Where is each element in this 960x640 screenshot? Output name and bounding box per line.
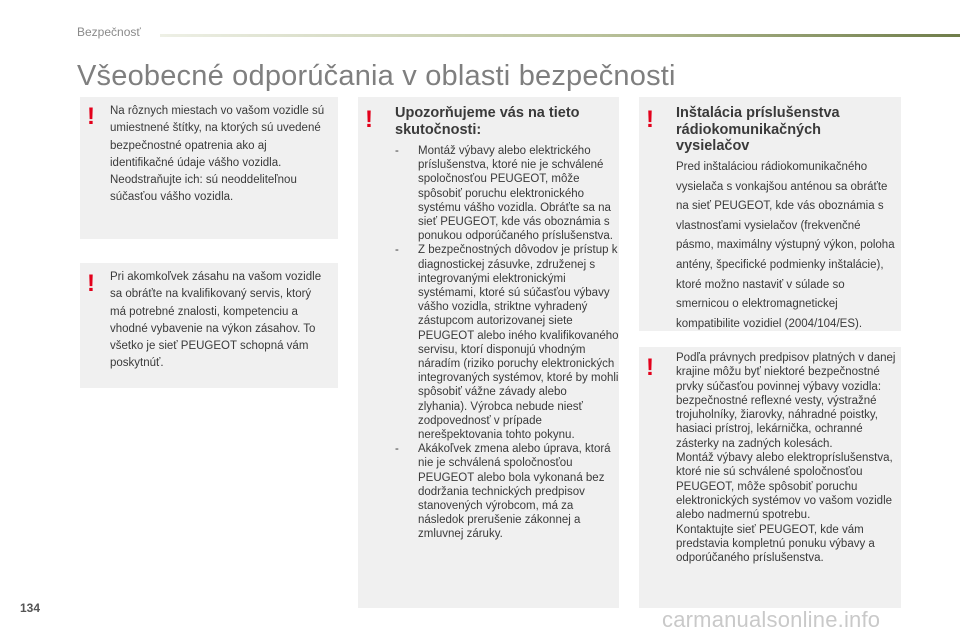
section-label: Bezpečnosť xyxy=(77,25,141,39)
list-dash: - xyxy=(395,244,399,257)
labels-note-text: Na rôznych miestach vo vašom vozidle sú umiestnené štítky, na ktorých sú uvedené bezpečnostné opatrenia ako aj identifikačné údaje vášho vozidla. Neodstraňujte ich: sú neoddeliteľnou súčasťou vášho vozidla. xyxy=(110,105,325,204)
list-dash: - xyxy=(395,145,399,157)
warning-list xyxy=(395,144,619,542)
watermark: carmanualsonline.info xyxy=(662,607,881,632)
exclamation-mark-icon: ! xyxy=(365,106,373,133)
exclamation-mark-icon: ! xyxy=(646,354,654,381)
radio-equipment-box xyxy=(639,97,901,331)
list-item-text: Z bezpečnostných dôvodov je prístup k diagnostickej zásuvke, združenej s integrovanými elektronickými systémami, ktoré sú súčasťou výbavy vášho vozidla, striktne vyhradený zástupcom autorizovanej siete PEUGEOT alebo iného kvalifikovaného servisu, ktorí disponujú vhodným náradím (riziko poruchy elektronických integrovaných systémov, ktoré by mohli spôsobiť vážne závady alebo zlyhania). Výrobca nebude niesť zodpovednosť v prípade nerešpektovania tohto pokynu. xyxy=(418,244,619,442)
radio-equipment-text: Pred inštaláciou rádiokomunikačného vysielača s vonkajšou anténou sa obráťte na sieť PEUGEOT, kde vás oboznámia s vlastnosťami vysielačov (frekvenčné pásmo, maximálny výstupný výkon, poloha antény, špecifické podmienky inštalácie), ktoré možno nastaviť v súlade so smernicou o elektromagnetickej kompatibilite vozidiel (2004/104/ES). xyxy=(676,161,895,330)
exclamation-mark-icon: ! xyxy=(87,270,95,297)
legal-accessories-paragraph: Montáž výbavy alebo elektropríslušenstva, ktoré nie sú schválené spoločnosťou PEUGEOT, môže spôsobiť poruchu elektronických systémov vo vašom vozidle alebo nadmernú spotrebu. xyxy=(676,452,893,522)
service-note-text: Pri akomkoľvek zásahu na vašom vozidle sa obráťte na kvalifikovaný servis, ktorý má potrebné znalosti, kompetenciu a vhodné vybavenie na výkon zásahov. To všetko je sieť PEUGEOT schopná vám poskytnúť. xyxy=(110,271,322,370)
list-item xyxy=(395,144,619,243)
page-title: Všeobecné odporúčania v oblasti bezpečnosti xyxy=(77,60,676,92)
legal-requirements-box xyxy=(639,347,901,608)
list-item-text: Montáž výbavy alebo elektrického príslušenstva, ktoré nie je schválené spoločnosťou PEUGEOT, môže spôsobiť poruchu elektronického systému vášho vozidla. Obráťte sa na sieť PEUGEOT, kde vás oboznámia s ponukou odporúčaného príslušenstva. xyxy=(418,145,614,243)
service-note-box xyxy=(80,263,338,388)
header-rule xyxy=(160,34,960,37)
legal-requirements-paragraph: Podľa právnych predpisov platných v danej krajine môžu byť niektoré bezpečnostné prvky súčasťou povinnej výbavy vozidla: bezpečnostné reflexné vesty, výstražné trojuholníky, žiarovky, náhradné poistky, hasiaci prístroj, lekárnička, ochranné zásterky na zadných kolesách. xyxy=(676,352,896,450)
exclamation-mark-icon: ! xyxy=(87,103,95,130)
list-item xyxy=(395,442,619,541)
legal-contact-paragraph: Kontaktujte sieť PEUGEOT, kde vám predstavia kompletnú ponuku výbavy a odporúčaného príslušenstva. xyxy=(676,523,875,565)
page-number: 134 xyxy=(20,601,41,615)
radio-equipment-heading: Inštalácia príslušenstva rádiokomunikačných vysielačov xyxy=(676,105,840,154)
warning-heading: Upozorňujeme vás na tieto skutočnosti: xyxy=(395,105,580,138)
list-item-text: Akákoľvek zmena alebo úprava, ktorá nie je schválená spoločnosťou PEUGEOT alebo bola vykonaná bez dodržania technických predpisov stanovených výrobcom, má za následok prerušenie zákonnej a zmluvnej záruky. xyxy=(418,443,611,541)
labels-note-box xyxy=(80,97,338,239)
list-item xyxy=(395,243,619,442)
warning-box xyxy=(358,97,619,608)
exclamation-mark-icon: ! xyxy=(646,106,654,133)
list-dash: - xyxy=(395,443,399,456)
